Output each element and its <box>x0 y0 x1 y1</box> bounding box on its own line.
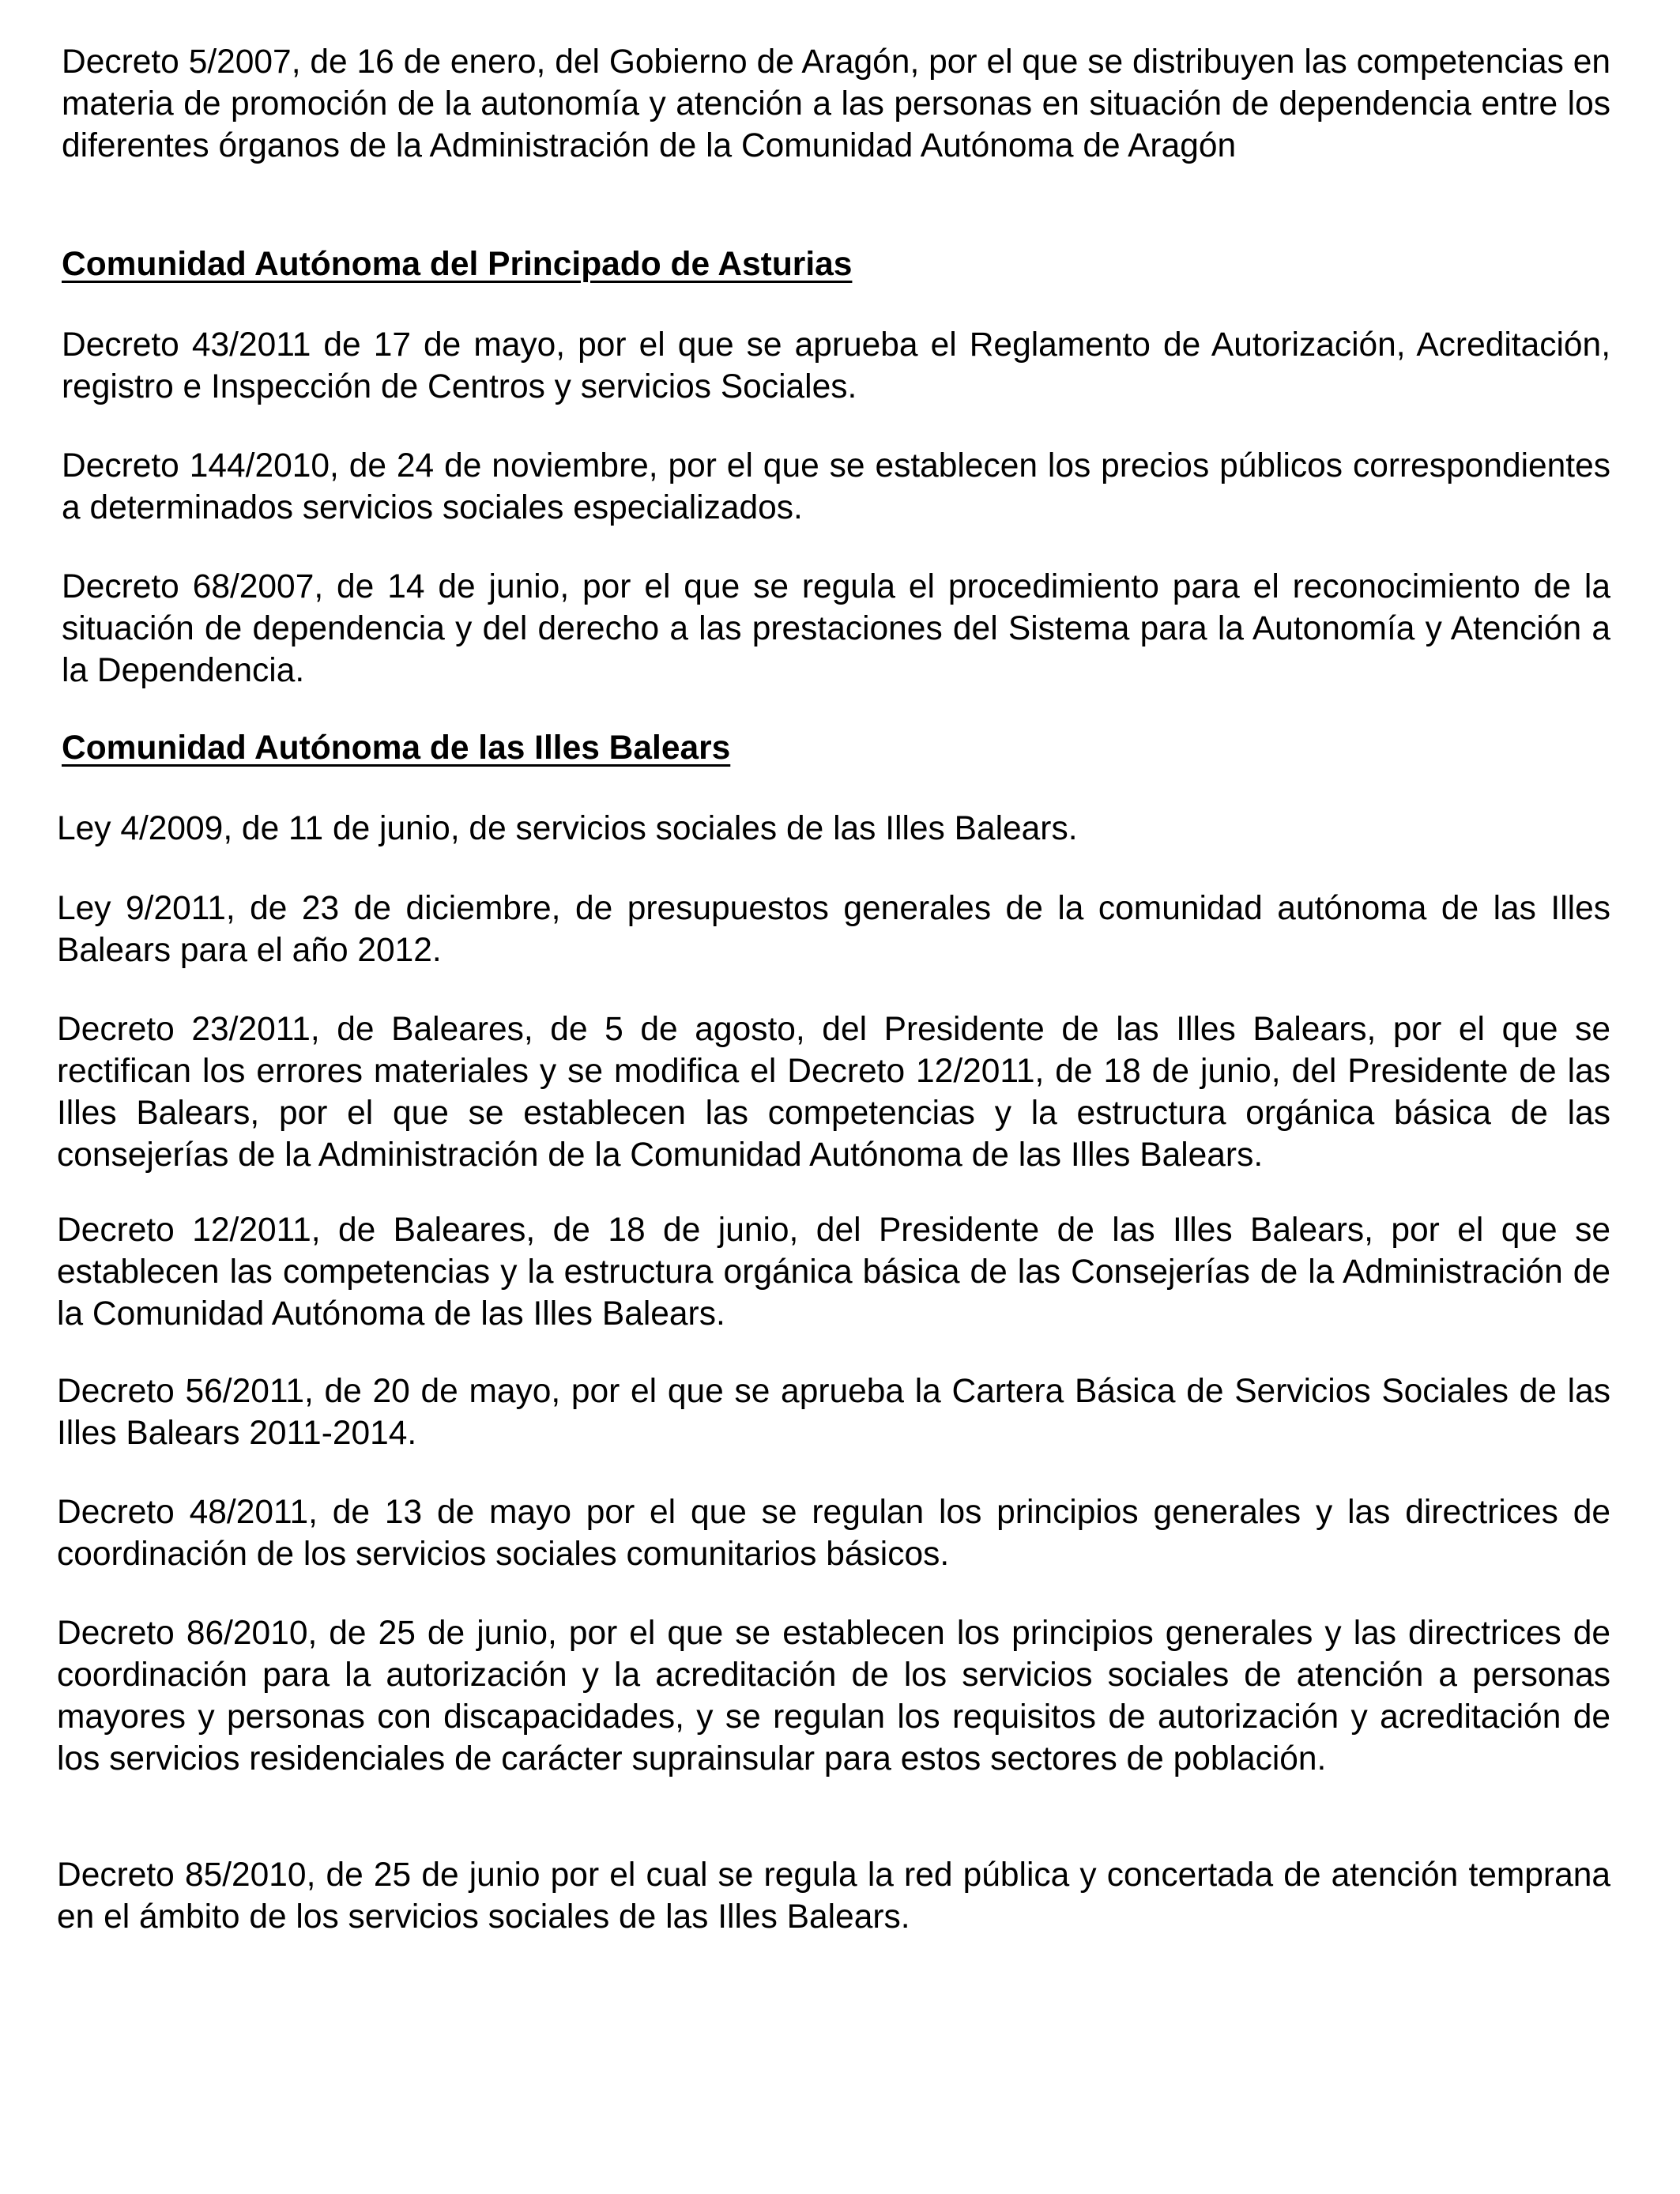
paragraph-ley-9-2011: Ley 9/2011, de 23 de diciembre, de presupuestos generales de la comunidad autónoma de las Illes Balears para el año 2012. <box>57 890 1610 969</box>
paragraph-decreto-43-2011: Decreto 43/2011 de 17 de mayo, por el que se aprueba el Reglamento de Autorización, Acreditación, registro e Inspección de Centros y servicios Sociales. <box>62 326 1610 405</box>
paragraph-ley-4-2009: Ley 4/2009, de 11 de junio, de servicios sociales de las Illes Balears. <box>57 810 1078 847</box>
paragraph-decreto-23-2011: Decreto 23/2011, de Baleares, de 5 de agosto, del Presidente de las Illes Balears, por el que se rectifican los errores materiales y se modifica el Decreto 12/2011, de 18 de junio, del Presidente de las Illes Balears, por el que se establecen las competencias y la estructura orgánica básica de las consejerías de la Administración de la Comunidad Autónoma de las Illes Balears. <box>57 1011 1610 1174</box>
paragraph-decreto-48-2011: Decreto 48/2011, de 13 de mayo por el que se regulan los principios generales y las directrices de coordinación de los servicios sociales comunitarios básicos. <box>57 1494 1610 1573</box>
paragraph-decreto-68-2007: Decreto 68/2007, de 14 de junio, por el que se regula el procedimiento para el reconocimiento de la situación de dependencia y del derecho a las prestaciones del Sistema para la Autonomía y Atención a la Dependencia. <box>62 568 1610 689</box>
paragraph-decreto-86-2010: Decreto 86/2010, de 25 de junio, por el que se establecen los principios generales y las directrices de coordinación para la autorización y la acreditación de los servicios sociales de atención a personas mayores y personas con discapacidades, y se regulan los requisitos de autorización y acreditación de los servicios residenciales de carácter suprainsular para estos sectores de población. <box>57 1615 1610 1777</box>
paragraph-decreto-56-2011: Decreto 56/2011, de 20 de mayo, por el que se aprueba la Cartera Básica de Servicios Sociales de las Illes Balears 2011-2014. <box>57 1373 1610 1452</box>
section-heading-asturias: Comunidad Autónoma del Principado de Asturias <box>62 246 853 283</box>
paragraph-decreto-12-2011: Decreto 12/2011, de Baleares, de 18 de junio, del Presidente de las Illes Balears, por el que se establecen las competencias y la estructura orgánica básica de las Consejerías de la Administración de la Comunidad Autónoma de las Illes Balears. <box>57 1212 1610 1333</box>
paragraph-decreto-144-2010: Decreto 144/2010, de 24 de noviembre, por el que se establecen los precios públicos correspondientes a determinados servicios sociales especializados. <box>62 447 1610 526</box>
paragraph-decreto-5-2007: Decreto 5/2007, de 16 de enero, del Gobierno de Aragón, por el que se distribuyen las competencias en materia de promoción de la autonomía y atención a las personas en situación de dependencia entre los diferentes órganos de la Administración de la Comunidad Autónoma de Aragón <box>62 43 1610 164</box>
section-heading-illes-balears: Comunidad Autónoma de las Illes Balears <box>62 729 731 767</box>
paragraph-decreto-85-2010: Decreto 85/2010, de 25 de junio por el cual se regula la red pública y concertada de atención temprana en el ámbito de los servicios sociales de las Illes Balears. <box>57 1857 1610 1936</box>
